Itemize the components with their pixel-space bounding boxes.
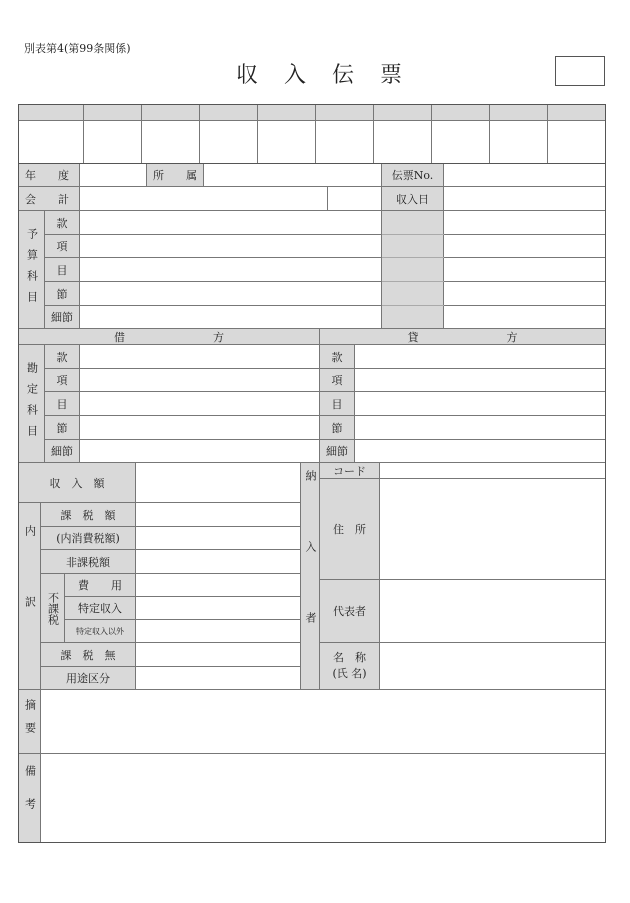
kashi-setsu-label: 節 bbox=[320, 416, 355, 440]
hiyo-label: 費 用 bbox=[65, 574, 136, 597]
tokutei-shunyu-label: 特定収入 bbox=[65, 597, 136, 620]
tokutei-shunyu-field[interactable] bbox=[136, 597, 301, 620]
yosan-saisetsu-field[interactable] bbox=[80, 306, 382, 329]
daihyosha-field[interactable] bbox=[380, 580, 605, 643]
kashi-saisetsu-field[interactable] bbox=[355, 440, 605, 463]
yosan-kou-field[interactable] bbox=[80, 235, 382, 258]
shozoku-label: 所 属 bbox=[147, 164, 204, 187]
uchiwake-label: 内訳 bbox=[19, 503, 41, 690]
kari-moku-field[interactable] bbox=[80, 392, 320, 416]
yosan-side-column bbox=[382, 211, 444, 329]
yosan-kou-label: 項 bbox=[45, 235, 80, 258]
yosan-moku-label: 目 bbox=[45, 258, 80, 282]
kari-saisetsu-label: 細節 bbox=[45, 440, 80, 463]
shimei-text: (氏 名) bbox=[332, 667, 367, 680]
daihyosha-label: 代表者 bbox=[320, 580, 380, 643]
yosan-kan-field[interactable] bbox=[80, 211, 382, 235]
kari-kan-label: 款 bbox=[45, 345, 80, 369]
denpyo-no-label: 伝票No. bbox=[382, 164, 444, 187]
kari-kou-label: 項 bbox=[45, 369, 80, 392]
yosan-amount-5[interactable] bbox=[444, 306, 605, 329]
hikazei-gaku-label: 非課税額 bbox=[41, 550, 136, 574]
yoto-kubun-field[interactable] bbox=[136, 667, 301, 690]
kaikei-sub-field[interactable] bbox=[328, 187, 382, 211]
kari-setsu-field[interactable] bbox=[80, 416, 320, 440]
biko-label: 備考 bbox=[19, 754, 41, 842]
jusho-label: 住 所 bbox=[320, 479, 380, 580]
tekiyo-label: 摘要 bbox=[19, 690, 41, 754]
hikazei-gaku-field[interactable] bbox=[136, 550, 301, 574]
page-title: 収 入 伝 票 bbox=[235, 63, 404, 88]
kashi-setsu-field[interactable] bbox=[355, 416, 605, 440]
yosan-amount-2[interactable] bbox=[444, 235, 605, 258]
kashi-header: 貸 方 bbox=[320, 329, 605, 345]
shunyu-gaku-label: 収 入 額 bbox=[19, 463, 136, 503]
hiyo-field[interactable] bbox=[136, 574, 301, 597]
shunyu-gaku-field[interactable] bbox=[136, 463, 301, 503]
kashi-kou-label: 項 bbox=[320, 369, 355, 392]
kari-kou-field[interactable] bbox=[80, 369, 320, 392]
yosan-setsu-field[interactable] bbox=[80, 282, 382, 306]
kazei-mu-label: 課 税 無 bbox=[41, 643, 136, 667]
tokutei-igai-field[interactable] bbox=[136, 620, 301, 643]
kaikei-label: 会 計 bbox=[19, 187, 80, 211]
code-label: コード bbox=[320, 463, 380, 479]
meisho-text: 名 称 bbox=[333, 651, 366, 664]
approval-grid bbox=[18, 104, 606, 164]
kaikei-field[interactable] bbox=[80, 187, 328, 211]
yosan-amount-3[interactable] bbox=[444, 258, 605, 282]
meisho-field[interactable] bbox=[380, 643, 605, 690]
form-reference: 別表第4(第99条関係) bbox=[24, 42, 131, 55]
code-field[interactable] bbox=[380, 463, 605, 479]
kashi-saisetsu-label: 細節 bbox=[320, 440, 355, 463]
kazei-gaku-label: 課 税 額 bbox=[41, 503, 136, 527]
kashi-kan-field[interactable] bbox=[355, 345, 605, 369]
yosan-amount-1[interactable] bbox=[444, 211, 605, 235]
nonyusha-label: 納入者 bbox=[301, 463, 320, 690]
biko-field[interactable] bbox=[41, 754, 605, 842]
yosan-kamoku-label: 予算科目 bbox=[19, 211, 45, 329]
kashi-kan-label: 款 bbox=[320, 345, 355, 369]
stamp-box[interactable] bbox=[555, 56, 605, 86]
kanjo-kamoku-label: 勘定科目 bbox=[19, 345, 45, 463]
kashi-kou-field[interactable] bbox=[355, 369, 605, 392]
uchi-shohizei-label: (内消費税額) bbox=[41, 527, 136, 550]
kari-setsu-label: 節 bbox=[45, 416, 80, 440]
nendo-label: 年 度 bbox=[19, 164, 80, 187]
yoto-kubun-label: 用途区分 bbox=[41, 667, 136, 690]
kazei-gaku-field[interactable] bbox=[136, 503, 301, 527]
kari-header: 借 方 bbox=[19, 329, 320, 345]
uchi-shohizei-field[interactable] bbox=[136, 527, 301, 550]
kazei-mu-field[interactable] bbox=[136, 643, 301, 667]
kashi-moku-label: 目 bbox=[320, 392, 355, 416]
shunyu-bi-field[interactable] bbox=[444, 187, 605, 211]
shozoku-field[interactable] bbox=[204, 164, 382, 187]
meisho-label bbox=[320, 643, 380, 690]
nendo-field[interactable] bbox=[80, 164, 147, 187]
yosan-saisetsu-label: 細節 bbox=[45, 306, 80, 329]
kari-kan-field[interactable] bbox=[80, 345, 320, 369]
kari-saisetsu-field[interactable] bbox=[80, 440, 320, 463]
kashi-moku-field[interactable] bbox=[355, 392, 605, 416]
tekiyo-field[interactable] bbox=[41, 690, 605, 754]
yosan-kan-label: 款 bbox=[45, 211, 80, 235]
yosan-amount-4[interactable] bbox=[444, 282, 605, 306]
tokutei-igai-label: 特定収入以外 bbox=[65, 620, 136, 643]
shunyu-bi-label: 収入日 bbox=[382, 187, 444, 211]
denpyo-no-field[interactable] bbox=[444, 164, 605, 187]
yosan-moku-field[interactable] bbox=[80, 258, 382, 282]
fukazei-label: 不課税 bbox=[41, 574, 65, 643]
yosan-setsu-label: 節 bbox=[45, 282, 80, 306]
kari-moku-label: 目 bbox=[45, 392, 80, 416]
jusho-field[interactable] bbox=[380, 479, 605, 580]
